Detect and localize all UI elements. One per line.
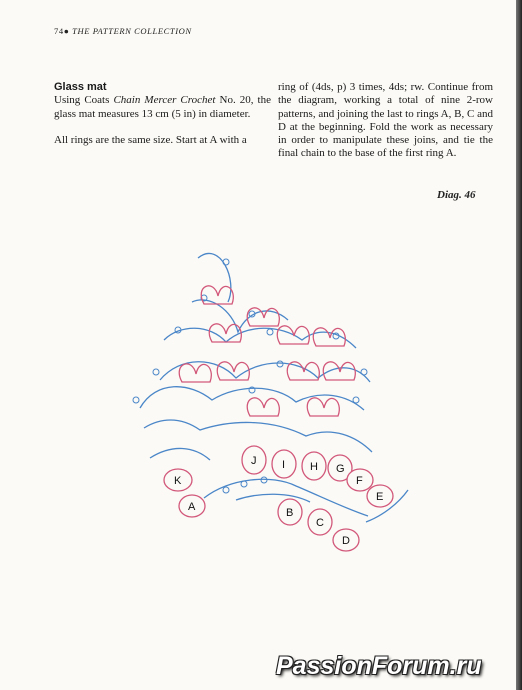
tatting-diagram [120, 240, 420, 560]
intro-prefix: Using Coats [54, 94, 114, 107]
ring-label-j: J [251, 455, 257, 467]
ring-label-k: K [174, 475, 182, 487]
ring-label-g: G [336, 463, 345, 475]
diagram-label: Diag. 46 [437, 189, 476, 201]
article-heading: Glass mat [54, 81, 107, 93]
page-number: 74 [54, 26, 64, 36]
ring-label-c: C [316, 517, 324, 529]
ring-label-h: H [310, 461, 318, 473]
page-spine-shadow [516, 0, 522, 690]
text-column-left [54, 81, 271, 147]
bullet: ● [63, 26, 70, 36]
running-head [54, 26, 192, 36]
instructions-start: All rings are the same size. Start at A with a [54, 133, 247, 146]
ring-label-f: F [356, 475, 363, 487]
running-head-title: THE PATTERN COLLECTION [72, 26, 192, 36]
ring-label-e: E [376, 491, 384, 503]
lettered-rings [164, 446, 393, 551]
text-column-right [278, 81, 493, 161]
ring-label-i: I [282, 459, 286, 471]
instructions-continued: ring of (4ds, p) 3 times, 4ds; rw. Continue from the diagram, working a total of nine 2-row patterns, and joining the last to rings A, B, C and D at the beginning. Fold the work as necessary in order to manipulate these joins, and tie the final chain to the base of the first ring A. [278, 81, 493, 160]
intro-paragraph [54, 94, 271, 121]
upper-rings [179, 286, 355, 416]
ring-label-d: D [342, 535, 350, 547]
intro-suffix: No. 20, the glass mat measures 13 cm (5 in) in diameter. [54, 94, 271, 120]
ring-label-a: A [188, 501, 196, 513]
ring-label-b: B [286, 507, 294, 519]
thread-name: Chain Mercer Crochet [113, 94, 216, 107]
watermark: PassionForum.ru [276, 652, 482, 680]
